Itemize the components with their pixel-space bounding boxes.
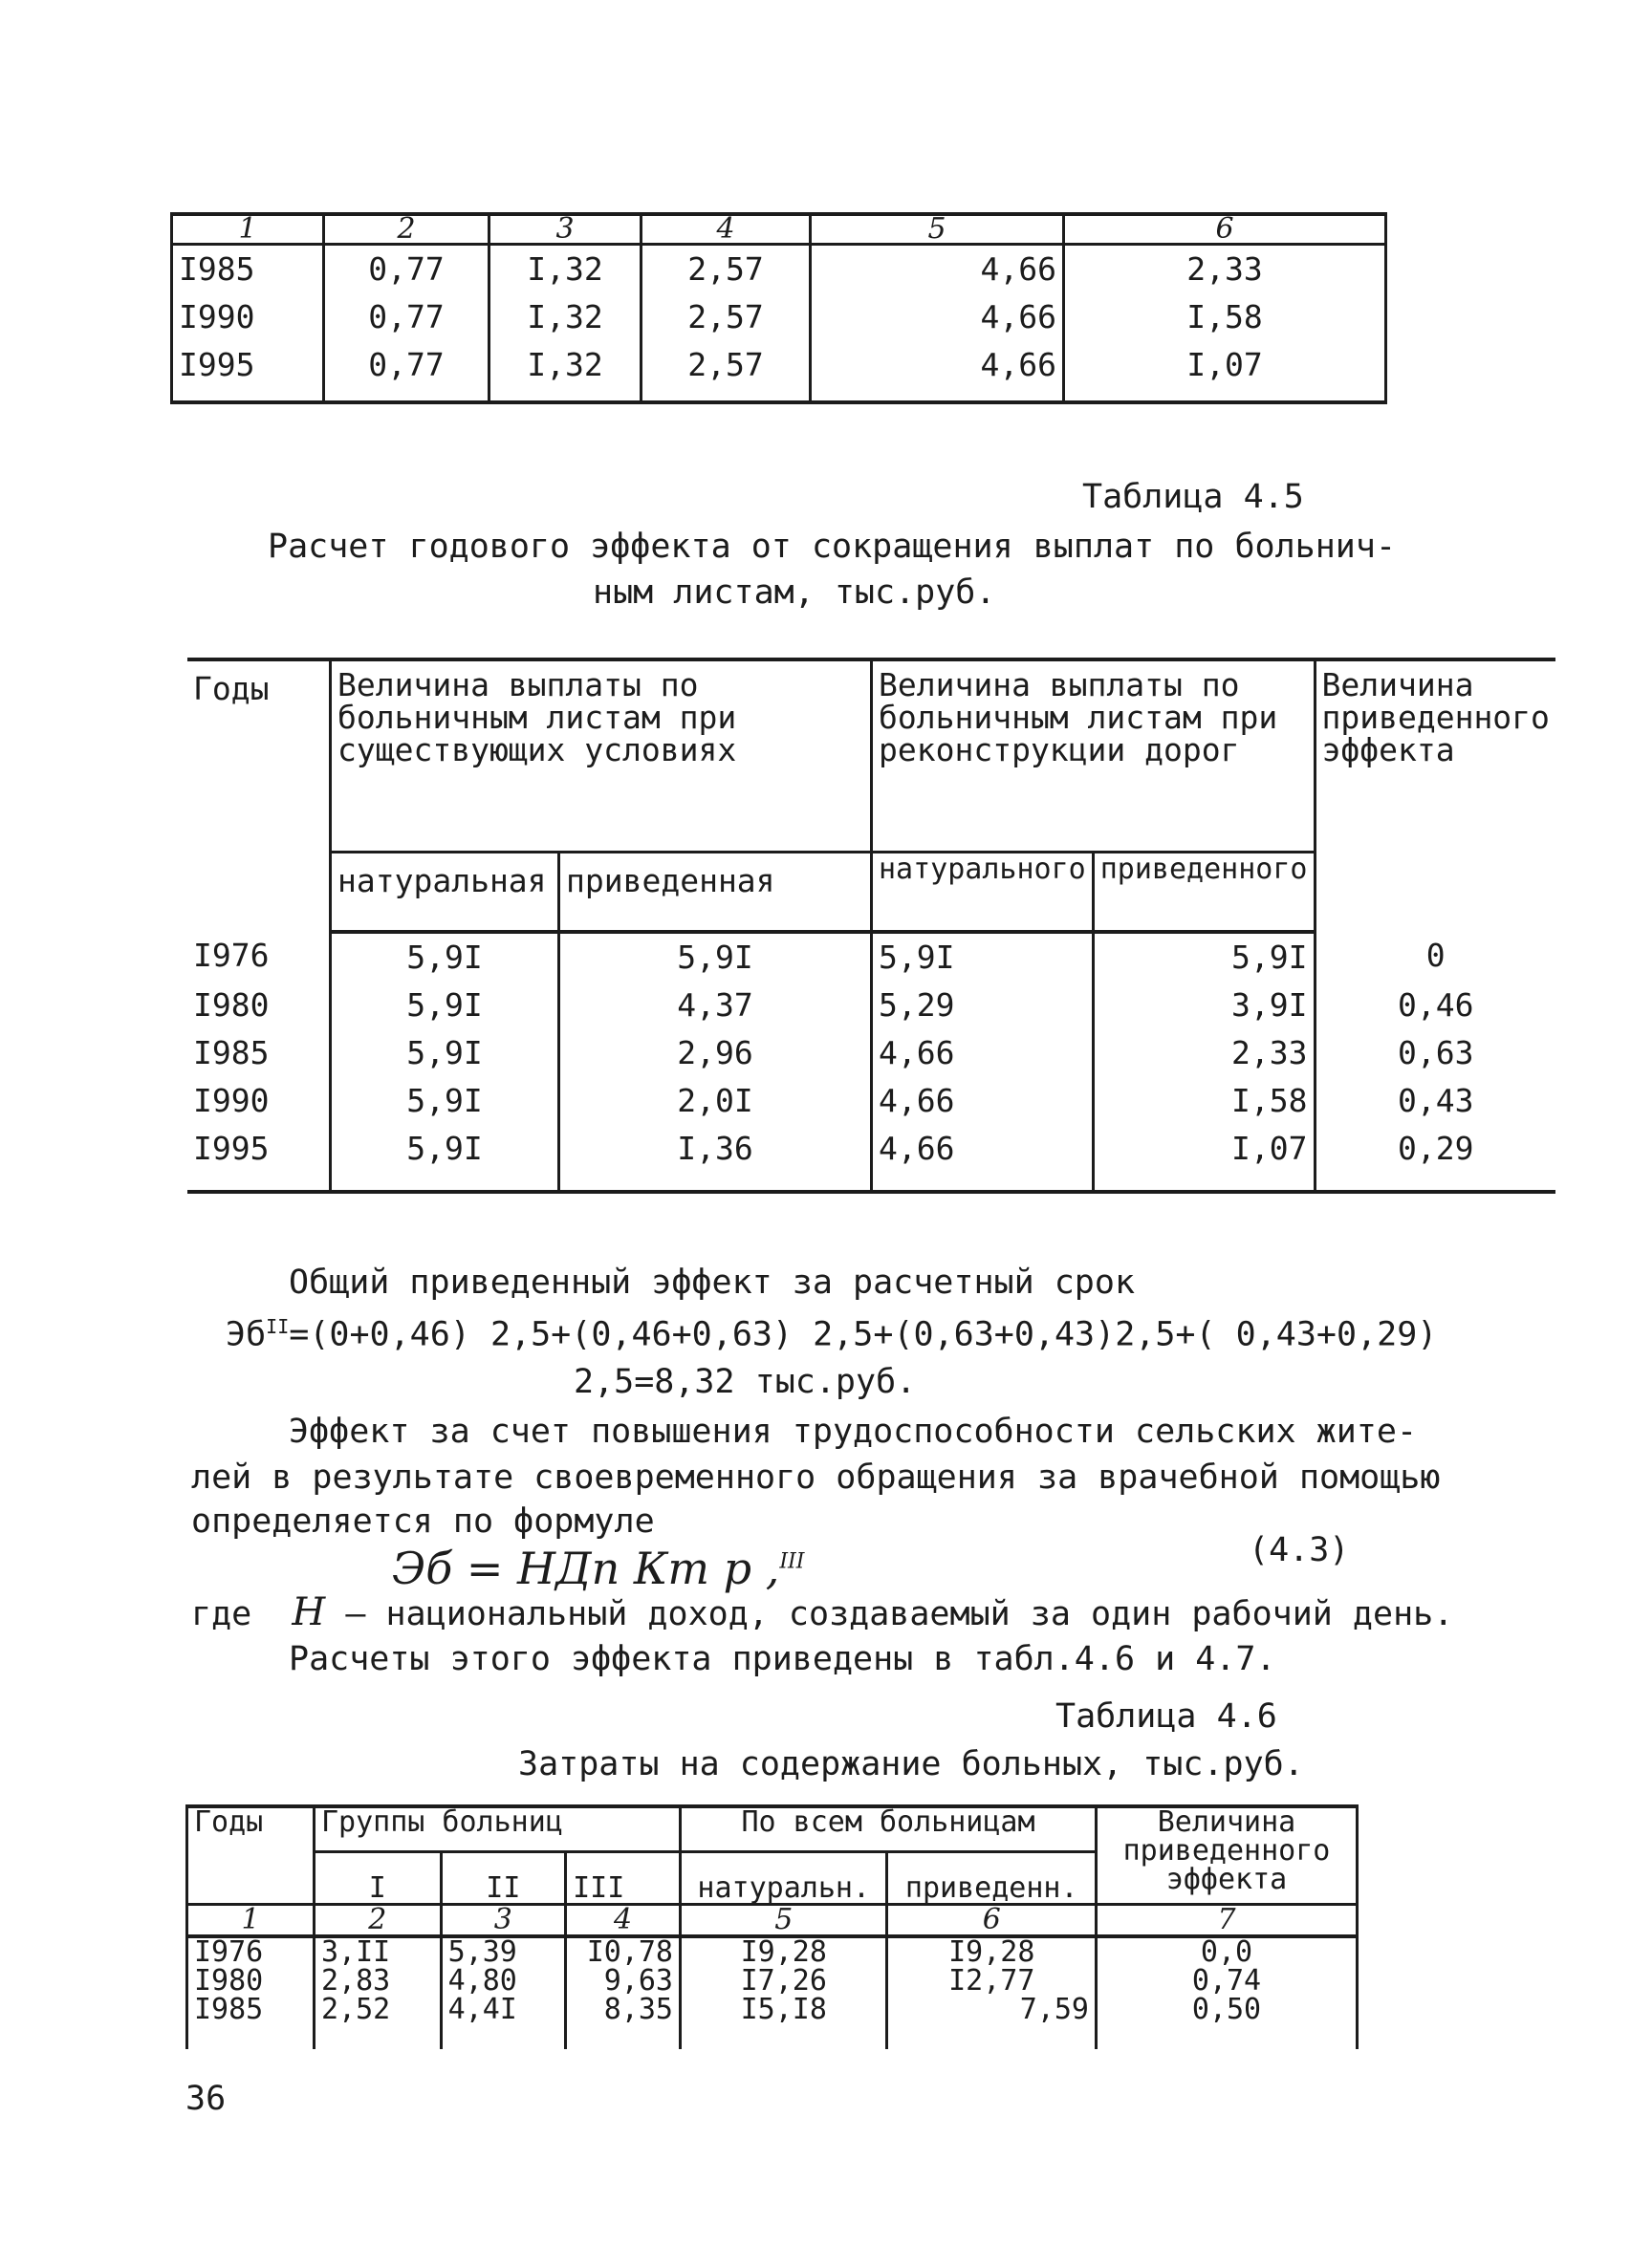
cell: I9,28 [887,1936,1097,1967]
cell: 8,35 [566,1996,681,2049]
cell: I990 [172,293,324,341]
cell: 9,63 [566,1967,681,1996]
formula-superscript: III [779,1549,805,1574]
cell: 0,50 [1097,1996,1358,2049]
cell: I2,77 [887,1967,1097,1996]
header-group-3: III [566,1852,681,1905]
paragraph: Расчеты этого эффекта приведены в табл.4.6 и 4.7. [289,1640,1276,1678]
column-numbers-row [187,1905,1358,1937]
cell: 5,9I [331,932,559,982]
paragraph: Эффект за счет повышения трудоспособности сельских жите- [289,1413,1418,1451]
formula-expression: Эб = НДп Кт р , [392,1543,780,1594]
table-row [187,1029,1555,1077]
cell: 0,77 [324,293,489,341]
cell: 0,46 [1315,982,1555,1029]
cell: 2,52 [315,1996,442,2049]
cell: 4,66 [872,1029,1094,1077]
header-row [187,659,1555,853]
cell: 4,66 [872,1125,1094,1192]
header-groups: Группы больниц [315,1806,681,1852]
col-number: 5 [811,214,1064,245]
cell: 5,39 [441,1936,565,1967]
col-number: 7 [1097,1905,1358,1937]
col-number: 6 [887,1905,1097,1937]
col-number: 2 [324,214,489,245]
cell: I,32 [489,341,642,402]
header-effect: Величина приведенного эффекта [1315,659,1555,932]
formula-symbol: Эб [226,1315,267,1354]
formula [226,1315,1437,1354]
header-reduced: приведенная [559,853,872,933]
header-natural: натуральная [331,853,559,933]
formula-superscript: II [266,1315,290,1338]
cell: 5,9I [872,932,1094,982]
paragraph: Общий приведенный эффект за расчетный срок [289,1264,1136,1302]
cell: 2,57 [642,293,811,341]
table-title: ным листам, тыс.руб. [593,573,996,612]
continuation-table [170,212,1387,404]
cell: I985 [172,245,324,294]
table-4-5 [187,658,1555,1194]
formula-handwritten [392,1543,804,1594]
cell: 5,9I [331,1077,559,1125]
cell: I,07 [1064,341,1386,402]
cell: 2,33 [1064,245,1386,294]
cell: I985 [187,1996,315,2049]
cell: I5,I8 [681,1996,887,2049]
cell: 5,9I [331,1029,559,1077]
cell: I995 [172,341,324,402]
header-reduced2: приведенного [1093,853,1315,933]
table-title: Затраты на содержание больных, тыс.руб. [518,1745,1304,1783]
cell: I,32 [489,293,642,341]
page-number: 36 [185,2080,227,2118]
col-number: 3 [489,214,642,245]
cell: 0 [1315,932,1555,982]
table-row [187,982,1555,1029]
table-row [187,1967,1358,1996]
cell: I976 [193,937,270,974]
cell: 4,66 [872,1077,1094,1125]
header-effect: Величина приведенного эффекта [1097,1806,1358,1905]
header-existing: Величина выплаты по больничным листам при существующих условиях [331,659,872,853]
cell: 0,43 [1315,1077,1555,1125]
formula-expression: =(0+0,46) 2,5+(0,46+0,63) 2,5+(0,63+0,43)2,5+( 0,43+0,29) [289,1315,1438,1354]
cell: 0,0 [1097,1936,1358,1967]
cell: I,58 [1093,1077,1315,1125]
cell: 4,66 [811,245,1064,294]
cell: 3,II [315,1936,442,1967]
table-row [187,1996,1358,2049]
cell: I,07 [1093,1125,1315,1192]
cell: I980 [193,986,270,1024]
where-text: – национальный доход, создаваемый за один рабочий день. [345,1595,1454,1633]
cell: I0,78 [566,1936,681,1967]
cell: 0,74 [1097,1967,1358,1996]
cell: 0,77 [324,245,489,294]
col-number: 2 [315,1905,442,1937]
cell: I,36 [559,1125,872,1192]
header-group-2: II [441,1852,565,1905]
header-reconstruction: Величина выплаты по больничным листам при реконструкции дорог [872,659,1316,853]
table-4-6 [185,1804,1359,2049]
cell: I,32 [489,245,642,294]
header-row [187,1806,1358,1852]
table-title: Расчет годового эффекта от сокращения выплат по больнич- [268,528,1397,566]
cell: I9,28 [681,1936,887,1967]
cell: I,58 [1064,293,1386,341]
cell: 2,57 [642,341,811,402]
header-all: По всем больницам [681,1806,1097,1852]
header-years: Годы [187,659,331,932]
table-row [187,1125,1555,1192]
cell: 5,9I [559,932,872,982]
cell: 5,29 [872,982,1094,1029]
cell: 4,66 [811,341,1064,402]
cell: I7,26 [681,1967,887,1996]
col-number: 4 [566,1905,681,1937]
header-reduced: приведенн. [887,1852,1097,1905]
cell: 4,80 [441,1967,565,1996]
cell: 4,66 [811,293,1064,341]
table-label: Таблица 4.6 [1055,1697,1277,1736]
cell: 0,29 [1315,1125,1555,1192]
where-prefix: где [191,1595,252,1633]
paragraph: лей в результате своевременного обращения за врачебной помощью [191,1458,1441,1497]
header-natural: натуральн. [681,1852,887,1905]
col-number: 1 [187,1905,315,1937]
cell: 4,4I [441,1996,565,2049]
formula-result: 2,5=8,32 тыс.руб. [574,1363,917,1401]
cell: 3,9I [1093,982,1315,1029]
col-number: 1 [172,214,324,245]
table-row [172,293,1386,341]
col-number: 4 [642,214,811,245]
cell: I985 [193,1034,270,1071]
cell: 4,37 [559,982,872,1029]
cell: I995 [187,1125,331,1192]
col-number: 5 [681,1905,887,1937]
formula-number: (4.3) [1249,1531,1350,1569]
table-row [187,1936,1358,1967]
col-number: 3 [441,1905,565,1937]
cell: 5,9I [1093,932,1315,982]
paragraph: определяется по формуле [191,1502,655,1541]
cell: I990 [193,1082,270,1119]
paragraph [191,1590,1453,1634]
header-group-1: I [315,1852,442,1905]
cell: 2,83 [315,1967,442,1996]
where-symbol: Н [292,1590,326,1634]
cell: 0,63 [1315,1029,1555,1077]
cell: 2,96 [559,1029,872,1077]
header-natural2: натурального [872,853,1094,933]
table-row [187,1077,1555,1125]
header-years: Годы [187,1806,315,1905]
cell: I980 [187,1967,315,1996]
col-number: 6 [1064,214,1386,245]
cell: 5,9I [331,982,559,1029]
cell: 5,9I [331,1125,559,1192]
cell: I976 [187,1936,315,1967]
cell: 2,0I [559,1077,872,1125]
cell: 0,77 [324,341,489,402]
cell: 7,59 [887,1996,1097,2049]
cell: 2,57 [642,245,811,294]
table-row [172,245,1386,294]
table-row [187,932,1555,982]
cell: 2,33 [1093,1029,1315,1077]
table-row [172,341,1386,402]
table-label: Таблица 4.5 [1082,478,1304,516]
